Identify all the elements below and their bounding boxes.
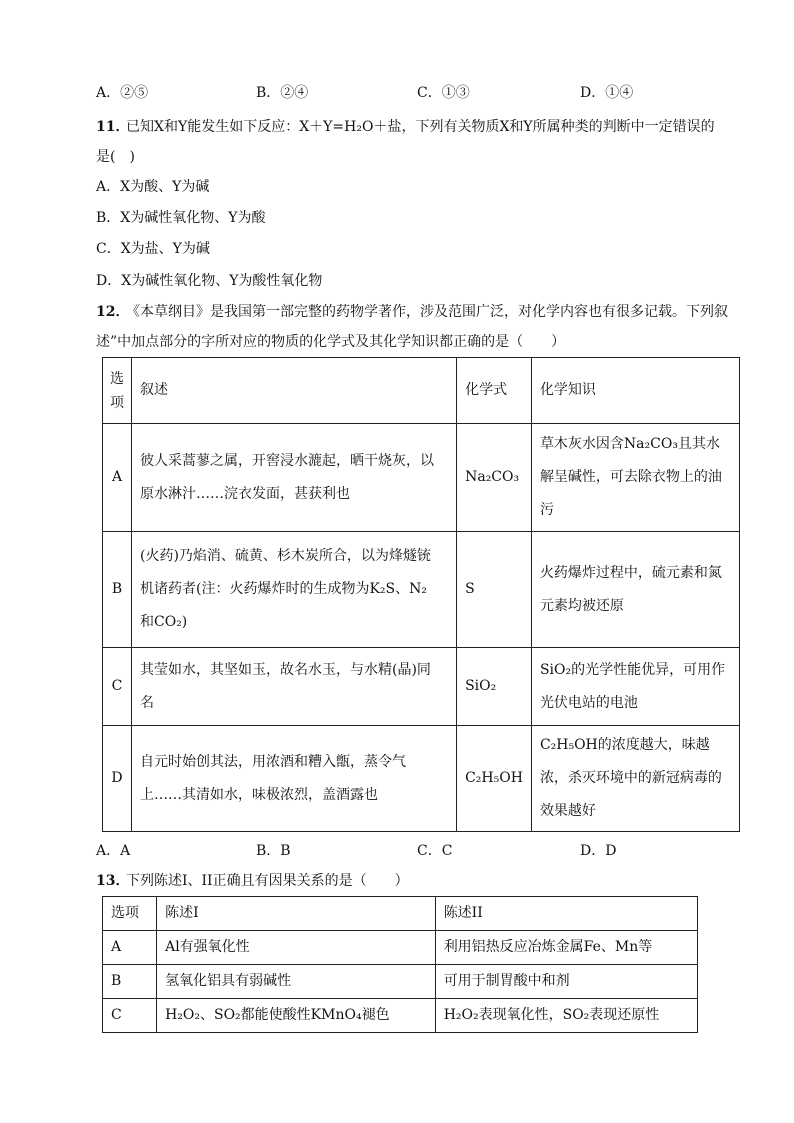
question-number: 11．	[96, 119, 130, 135]
table-row	[103, 931, 698, 965]
row-knowledge: C₂H₅OH的浓度越大，味越 浓，杀灭环境中的新冠病毒的 效果越好	[531, 726, 739, 832]
row-statement-1: H₂O₂、SO₂都能使酸性KMnO₄褪色	[157, 999, 436, 1033]
row-statement-2: H₂O₂表现氧化性，SO₂表现还原性	[435, 999, 697, 1033]
question-stem: 下列陈述I、II正确且有因果关系的是（ ）	[126, 873, 409, 889]
table-row	[103, 424, 740, 532]
option-a: A．X为酸、Y为碱	[96, 179, 210, 195]
q12-table	[102, 357, 740, 832]
row-option: A	[103, 424, 132, 532]
row-formula: S	[457, 532, 532, 648]
row-formula: SiO₂	[457, 648, 532, 726]
question-stem-cont: 述”中加点部分的字所对应的物质的化学式及其化学知识都正确的是（ ）	[96, 334, 566, 350]
header-option: 选项	[103, 358, 132, 424]
row-option: B	[103, 965, 157, 999]
header-statement-1: 陈述I	[157, 897, 436, 931]
option-c: C．①③	[417, 85, 470, 101]
option-c: C．C	[417, 843, 453, 859]
table-row	[103, 648, 740, 726]
header-formula: 化学式	[457, 358, 532, 424]
row-option: B	[103, 532, 132, 648]
row-narrative: (火药)乃焰消、硫黄、杉木炭所合，以为烽燧铳 机诸药者(注：火药爆炸时的生成物为K₂S、N₂ 和CO₂)	[132, 532, 457, 648]
q13-table	[102, 896, 698, 1033]
header-statement-2: 陈述II	[435, 897, 697, 931]
table-row	[103, 726, 740, 832]
option-d: D．①④	[580, 85, 634, 101]
row-knowledge: 火药爆炸过程中，硫元素和氮 元素均被还原	[531, 532, 739, 648]
row-option: D	[103, 726, 132, 832]
question-stem-cont: 是( )	[96, 149, 135, 165]
row-option: A	[103, 931, 157, 965]
header-option: 选项	[103, 897, 157, 931]
table-row	[103, 532, 740, 648]
table-row	[103, 965, 698, 999]
row-narrative: 彼人采蒿蓼之属，开窖浸水漉起，晒干烧灰，以 原水淋汁……浣衣发面，甚获利也	[132, 424, 457, 532]
option-b: B．B	[256, 843, 291, 859]
option-b: B．X为碱性氧化物、Y为酸	[96, 210, 266, 226]
row-option: C	[103, 648, 132, 726]
option-a: A．②⑤	[96, 85, 149, 101]
question-number: 13．	[96, 873, 130, 889]
question-stem: 《本草纲目》是我国第一部完整的药物学著作，涉及范围广泛，对化学内容也有很多记载。下列叙	[126, 304, 728, 320]
row-statement-1: 氢氧化铝具有弱碱性	[157, 965, 436, 999]
row-formula: Na₂CO₃	[457, 424, 532, 532]
row-formula: C₂H₅OH	[457, 726, 532, 832]
header-knowledge: 化学知识	[531, 358, 739, 424]
row-narrative: 自元时始创其法，用浓酒和糟入甑，蒸令气 上……其清如水，味极浓烈，盖酒露也	[132, 726, 457, 832]
question-number: 12．	[96, 304, 130, 320]
row-narrative: 其莹如水，其坚如玉，故名水玉，与水精(晶)同 名	[132, 648, 457, 726]
row-knowledge: SiO₂的光学性能优异，可用作 光伏电站的电池	[531, 648, 739, 726]
row-statement-1: Al有强氧化性	[157, 931, 436, 965]
header-narrative: 叙述	[132, 358, 457, 424]
option-d: D．D	[580, 843, 617, 859]
option-c: C．X为盐、Y为碱	[96, 241, 210, 257]
row-option: C	[103, 999, 157, 1033]
row-statement-2: 可用于制胃酸中和剂	[435, 965, 697, 999]
row-statement-2: 利用铝热反应冶炼金属Fe、Mn等	[435, 931, 697, 965]
question-stem: 已知X和Y能发生如下反应：X＋Y=H₂O＋盐，下列有关物质X和Y所属种类的判断中一定错误的	[126, 119, 715, 135]
option-a: A．A	[96, 843, 131, 859]
row-knowledge: 草木灰水因含Na₂CO₃且其水 解呈碱性，可去除衣物上的油 污	[531, 424, 739, 532]
table-row	[103, 999, 698, 1033]
option-b: B．②④	[256, 85, 309, 101]
option-d: D．X为碱性氧化物、Y为酸性氧化物	[96, 273, 323, 289]
